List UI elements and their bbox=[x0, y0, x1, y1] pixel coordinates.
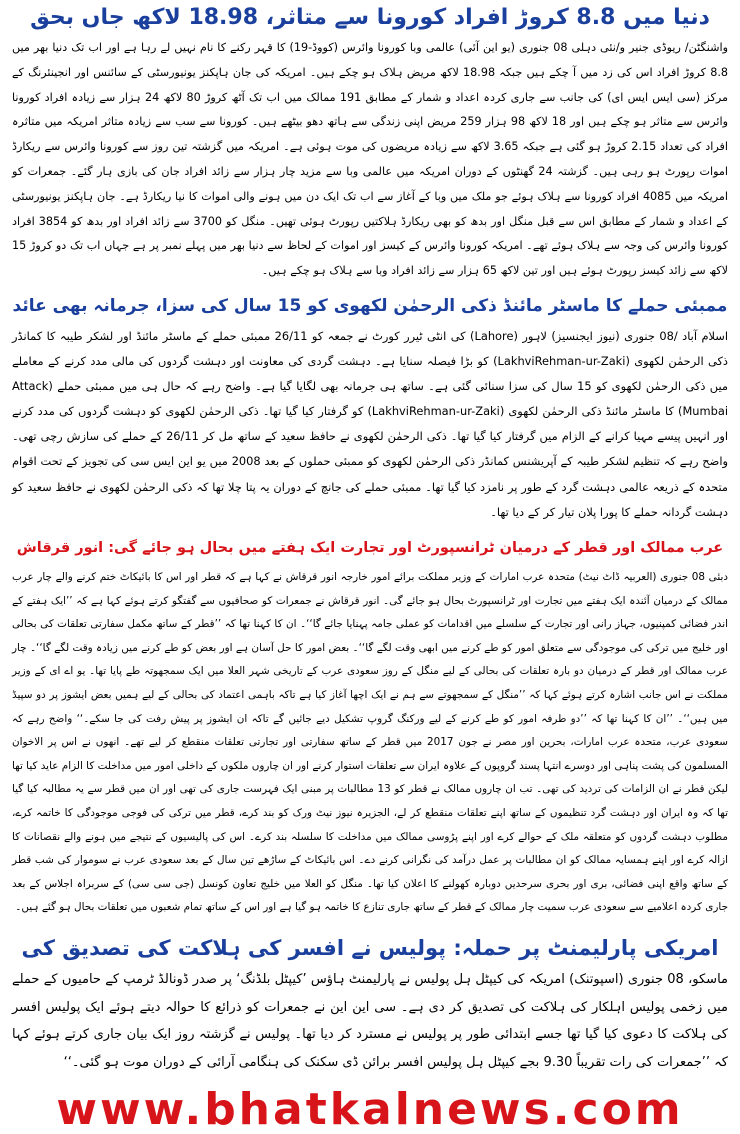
article-covid bbox=[0, 0, 740, 284]
article-headline: ممبئی حملے کا ماسٹر مائنڈ ذکی الرحمٰن لکھوی کو 15 سال کی سزا، جرمانہ بھی عائد bbox=[12, 296, 728, 316]
article-capitol bbox=[0, 930, 740, 1076]
article-body: ماسکو، 08 جنوری (اسپوتنک) امریکہ کی کیپٹل ہل پولیس نے پارلیمنٹ ہاؤس ’کیپٹل بلڈنگ‘ پر صدر ڈونالڈ ٹرمپ کے حامیوں کے حملے میں زخمی پولیس اہلکار کی ہلاکت کی تصدیق کر دی ہے۔ سی این این نے جمعرات کو ذرائع کا حوالہ دیتے ہوئے ایک پولیس افسر کی ہلاکت کا دعوی کیا گیا تھا جسے ابتدائی طور پر پولیس نے مسترد کر دیا تھا۔ پولیس نے گزشتہ روز ایک بیان جاری کرتے ہوئے کہا کہ ’’جمعرات کی رات تقریباً 9.30 بجے کیپٹل ہل پولیس افسر برائن ڈی سکنک کی ہنگامی آرائی کے دوران موت ہو گئی۔‘‘ bbox=[12, 972, 728, 1070]
article-headline: عرب ممالک اور قطر کے درمیان ٹرانسپورٹ اور تجارت ایک ہفتے میں بحال ہو جائے گی: انور قرقاش bbox=[16, 540, 724, 556]
website-footer: www.bhatkalnews.com bbox=[56, 1088, 684, 1132]
article-body: اسلام آباد /08 جنوری (نیوز ایجنسیز) لاہور (Lahore) کی انٹی ٹیرر کورٹ نے جمعہ کو 26/11 ممبئی حملے کے ماسٹر مائنڈ اور لشکر طیبہ کا کمانڈر ذکی الرحمٰن لکھوی (LakhviRehman-ur-Zaki) کو بڑا فیصلہ سنایا ہے۔ دہشت گردی کی معاونت اور دہشت گردوں کی مالی مدد کرنے کے معاملے میں ذکی الرحمٰن لکھوی کو 15 سال کی سزا سنائی گئی ہے۔ ساتھ ہی جرمانہ بھی لگایا گیا ہے۔ واضح رہے کہ حال ہی میں ممبئی حملے (Attack Mumbai) کا ماسٹر مائنڈ ذکی الرحمٰن لکھوی (LakhviRehman-ur-Zaki) کو گرفتار کیا گیا تھا۔ ذکی الرحمٰن لکھوی کو دہشت گردوں کی مدد کرنے اور انہیں پیسے مہیا کرانے کے الزام میں گرفتار کیا گیا تھا۔ ذکی الرحمٰن لکھوی نے حافظ سعید کے ساتھ مل کر 26/11 کے حملے کی سازش رچی تھی۔ واضح رہے کہ تنظیم لشکر طیبہ کے آپریشنس کمانڈر ذکی الرحمٰن لکھوی کو ممبئی حملوں کے بعد 2008 میں یو این ایس سی کی تجویز کے تحت اقوام متحدہ کے ذریعہ عالمی دہشت گرد کے طور پر نامزد کیا گیا تھا۔ ممبئی حملے کی جانچ کے دوران یہ پتا چلا تھا کہ ذکی الرحمٰن لکھوی نے حافظ سعید کو دہشت گردانہ حملے کا پورا پلان تیار کر کے دیا تھا۔ bbox=[12, 329, 729, 519]
article-body: واشنگٹن/ ریوڈی جنیر و/نئی دہلی 08 جنوری (یو این آئی) عالمی وبا کورونا وائرس (کووڈ-19) کا قہر رکنے کا نام نہیں لے رہا ہے اور اب تک دنیا بھر میں 8.8 کروڑ افراد اس کی زد میں آ چکے ہیں جبکہ 18.98 لاکھ مریض ہلاک ہو چکے ہیں۔ امریکہ کی جان ہاپکنز یونیورسٹی کے سائنس اور انجینئرنگ کے مرکز (سی ایس ایس ای) کی جانب سے جاری کردہ اعداد و شمار کے مطابق 191 ممالک میں اب تک آٹھ کروڑ 80 لاکھ 24 ہزار سے زیادہ افراد کورونا وائرس سے متاثر ہو چکے ہیں اور 18 لاکھ 98 ہزار 259 مریض اپنی زندگی سے ہاتھ دھو بیٹھے ہیں۔ کورونا سے سب سے زیادہ متاثر امریکہ میں متاثرہ افراد کی تعداد 2.15 کروڑ ہو گئی ہے جبکہ 3.65 لاکھ سے زیادہ مریضوں کی موت ہوئی ہے۔ امریکہ میں گزشتہ تین روز سے کورونا وائرس سے ریکارڈ اموات رپورٹ ہو رہی ہیں۔ گزشتہ 24 گھنٹوں کے دوران امریکہ میں عالمی وبا سے مزید چار ہزار سے زائد افراد جان کی بازی ہار گئے۔ جمعرات کو امریکہ میں 4085 افراد کورونا سے ہلاک ہوئے جو ملک میں وبا کے آغاز سے اب تک ایک دن میں ہونے والی اموات کا نیا ریکارڈ ہے۔ جان ہاپکنز یونیورسٹی کے اعداد و شمار کے مطابق اس سے قبل منگل اور بدھ کو بھی ریکارڈ ہلاکتیں رپورٹ ہوئی تھیں۔ منگل کو 3700 سے زائد افراد اور بدھ کو 3854 افراد کورونا وائرس کی وجہ سے ہلاک ہوئے تھے۔ امریکہ کورونا وائرس کے کیسز اور اموات کے لحاظ سے دنیا بھر میں پہلے نمبر پر ہے جہاں اب تک دو کروڑ 15 لاکھ سے زائد کیسز رپورٹ ہوئے ہیں اور تین لاکھ 65 ہزار سے زائد افراد وبا سے ہلاک ہو چکے ہیں۔ bbox=[12, 41, 729, 278]
article-body: دبئی 08 جنوری (العربیہ ڈاٹ نیٹ) متحدہ عرب امارات کے وزیر مملکت برائے امور خارجہ انور قرقاش نے کہا ہے کہ قطر اور اس کا بائیکاٹ ختم کرنے والے چار عرب ممالک کے درمیان آئندہ ایک ہفتے میں تجارت اور ٹرانسپورٹ بحال ہو جائے گی۔ انور قرقاش نے جمعرات کو صحافیوں سے گفتگو کرتے ہوئے کہا ہے کہ ’’ایک ہفتے کے اندر فضائی کمپنیوں، جہاز رانی اور تجارت کے سلسلے میں اقدامات کو عملی جامہ پہنایا جائے گا‘‘۔ ان کا کہنا تھا کہ ’’قطر کے ساتھ مکمل سفارتی تعلقات کی بحالی اور خلیج میں ترکی کی موجودگی سے متعلق امور کو طے کرنے میں ابھی وقت لگے گا‘‘۔ بعض امور کا حل آسان ہے اور بعض کو طے کرنے میں زیادہ وقت لگے گا‘‘۔ چار عرب ممالک اور قطر کے درمیان دو بارہ تعلقات کی بحالی کے لیے منگل کے روز سعودی عرب کے تاریخی شہر العلا میں ایک سمجھوتہ طے پایا تھا۔ یو اے ای کے وزیر مملکت نے اس جانب اشارہ کرتے ہوئے کہا کہ ’’منگل کے سمجھوتے سے ہم نے ایک اچھا آغاز کیا ہے تاکہ باہمی اعتماد کی بحالی کے لیے ہمیں بعض ایشوز پر دو سپیڈ میں ہیں‘‘۔ ’’ان کا کہنا تھا کہ ’’دو طرفہ امور کو طے کرنے کے لیے ورکنگ گروپ تشکیل دیے جائیں گے تاکہ ان ایشوز پر پیش رفت کی جا سکے۔‘‘ واضح رہے کہ سعودی عرب، متحدہ عرب امارات، بحرین اور مصر نے جون 2017 میں قطر کے ساتھ سفارتی اور تجارتی تعلقات منقطع کر لیے تھے۔ انھوں نے اس پر الاخوان المسلمون کی پشت پناہی اور دوسرے انتہا پسند گروپوں کے علاوہ ایران سے تعلقات استوار کرنے اور ان چاروں ملکوں کے داخلی امور میں مداخلت کا الزام عاید کیا تھا لیکن قطر نے ان الزامات کی تردید کی تھی۔ تب ان چاروں ممالک نے قطر کو 13 مطالبات پر مبنی ایک فہرست جاری کی تھی اور ان میں قطر سے یہ مطالبہ کیا گیا تھا کہ وہ ایران اور دہشت گرد تنظیموں کے ساتھ اپنے تعلقات منقطع کر لے، الجزیرہ نیوز نیٹ ورک کو بند کرے، قطر میں ترکی کی فوجی موجودگی کا خاتمہ کرے، مطلوب دہشت گردوں کو متعلقہ ملک کے حوالے کرے اور اپنے پڑوسی ممالک میں مداخلت کا سلسلہ بند کرے۔ اس کی پالیسیوں کے نتیجے میں ہونے والے نقصانات کا ازالہ کرے اور اپنے ہمسایہ ممالک کو ان مطالبات پر عمل درآمد کی نگرانی کرنے دے۔ اس بائیکاٹ کے ساڑھے تین سال کے بعد سعودی عرب نے سوموار کی شب قطر کے ساتھ واقع اپنی فضائی، بری اور بحری سرحدیں دوبارہ کھولنے کا اعلان کیا تھا۔ منگل کو العلا میں خلیج تعاون کونسل (جی سی سی) کے سربراہ اجلاس کے بعد جاری کردہ اعلامیے سے سعودی عرب سمیت چار ممالک کے قطر کے ساتھ جاری تنازع کا خاتمہ ہو گیا ہے اور اس کے ساتھ تمام شعبوں میں تعلقات بحال ہو گئے ہیں۔ bbox=[12, 571, 729, 914]
article-lakhvi bbox=[0, 288, 740, 525]
article-headline: امریکی پارلیمنٹ پر حملہ: پولیس نے افسر کی ہلاکت کی تصدیق کی bbox=[21, 936, 719, 960]
article-headline: دنیا میں 8.8 کروڑ افراد کورونا سے متاثر، 18.98 لاکھ جاں بحق bbox=[30, 5, 710, 30]
article-qatar bbox=[0, 530, 740, 920]
